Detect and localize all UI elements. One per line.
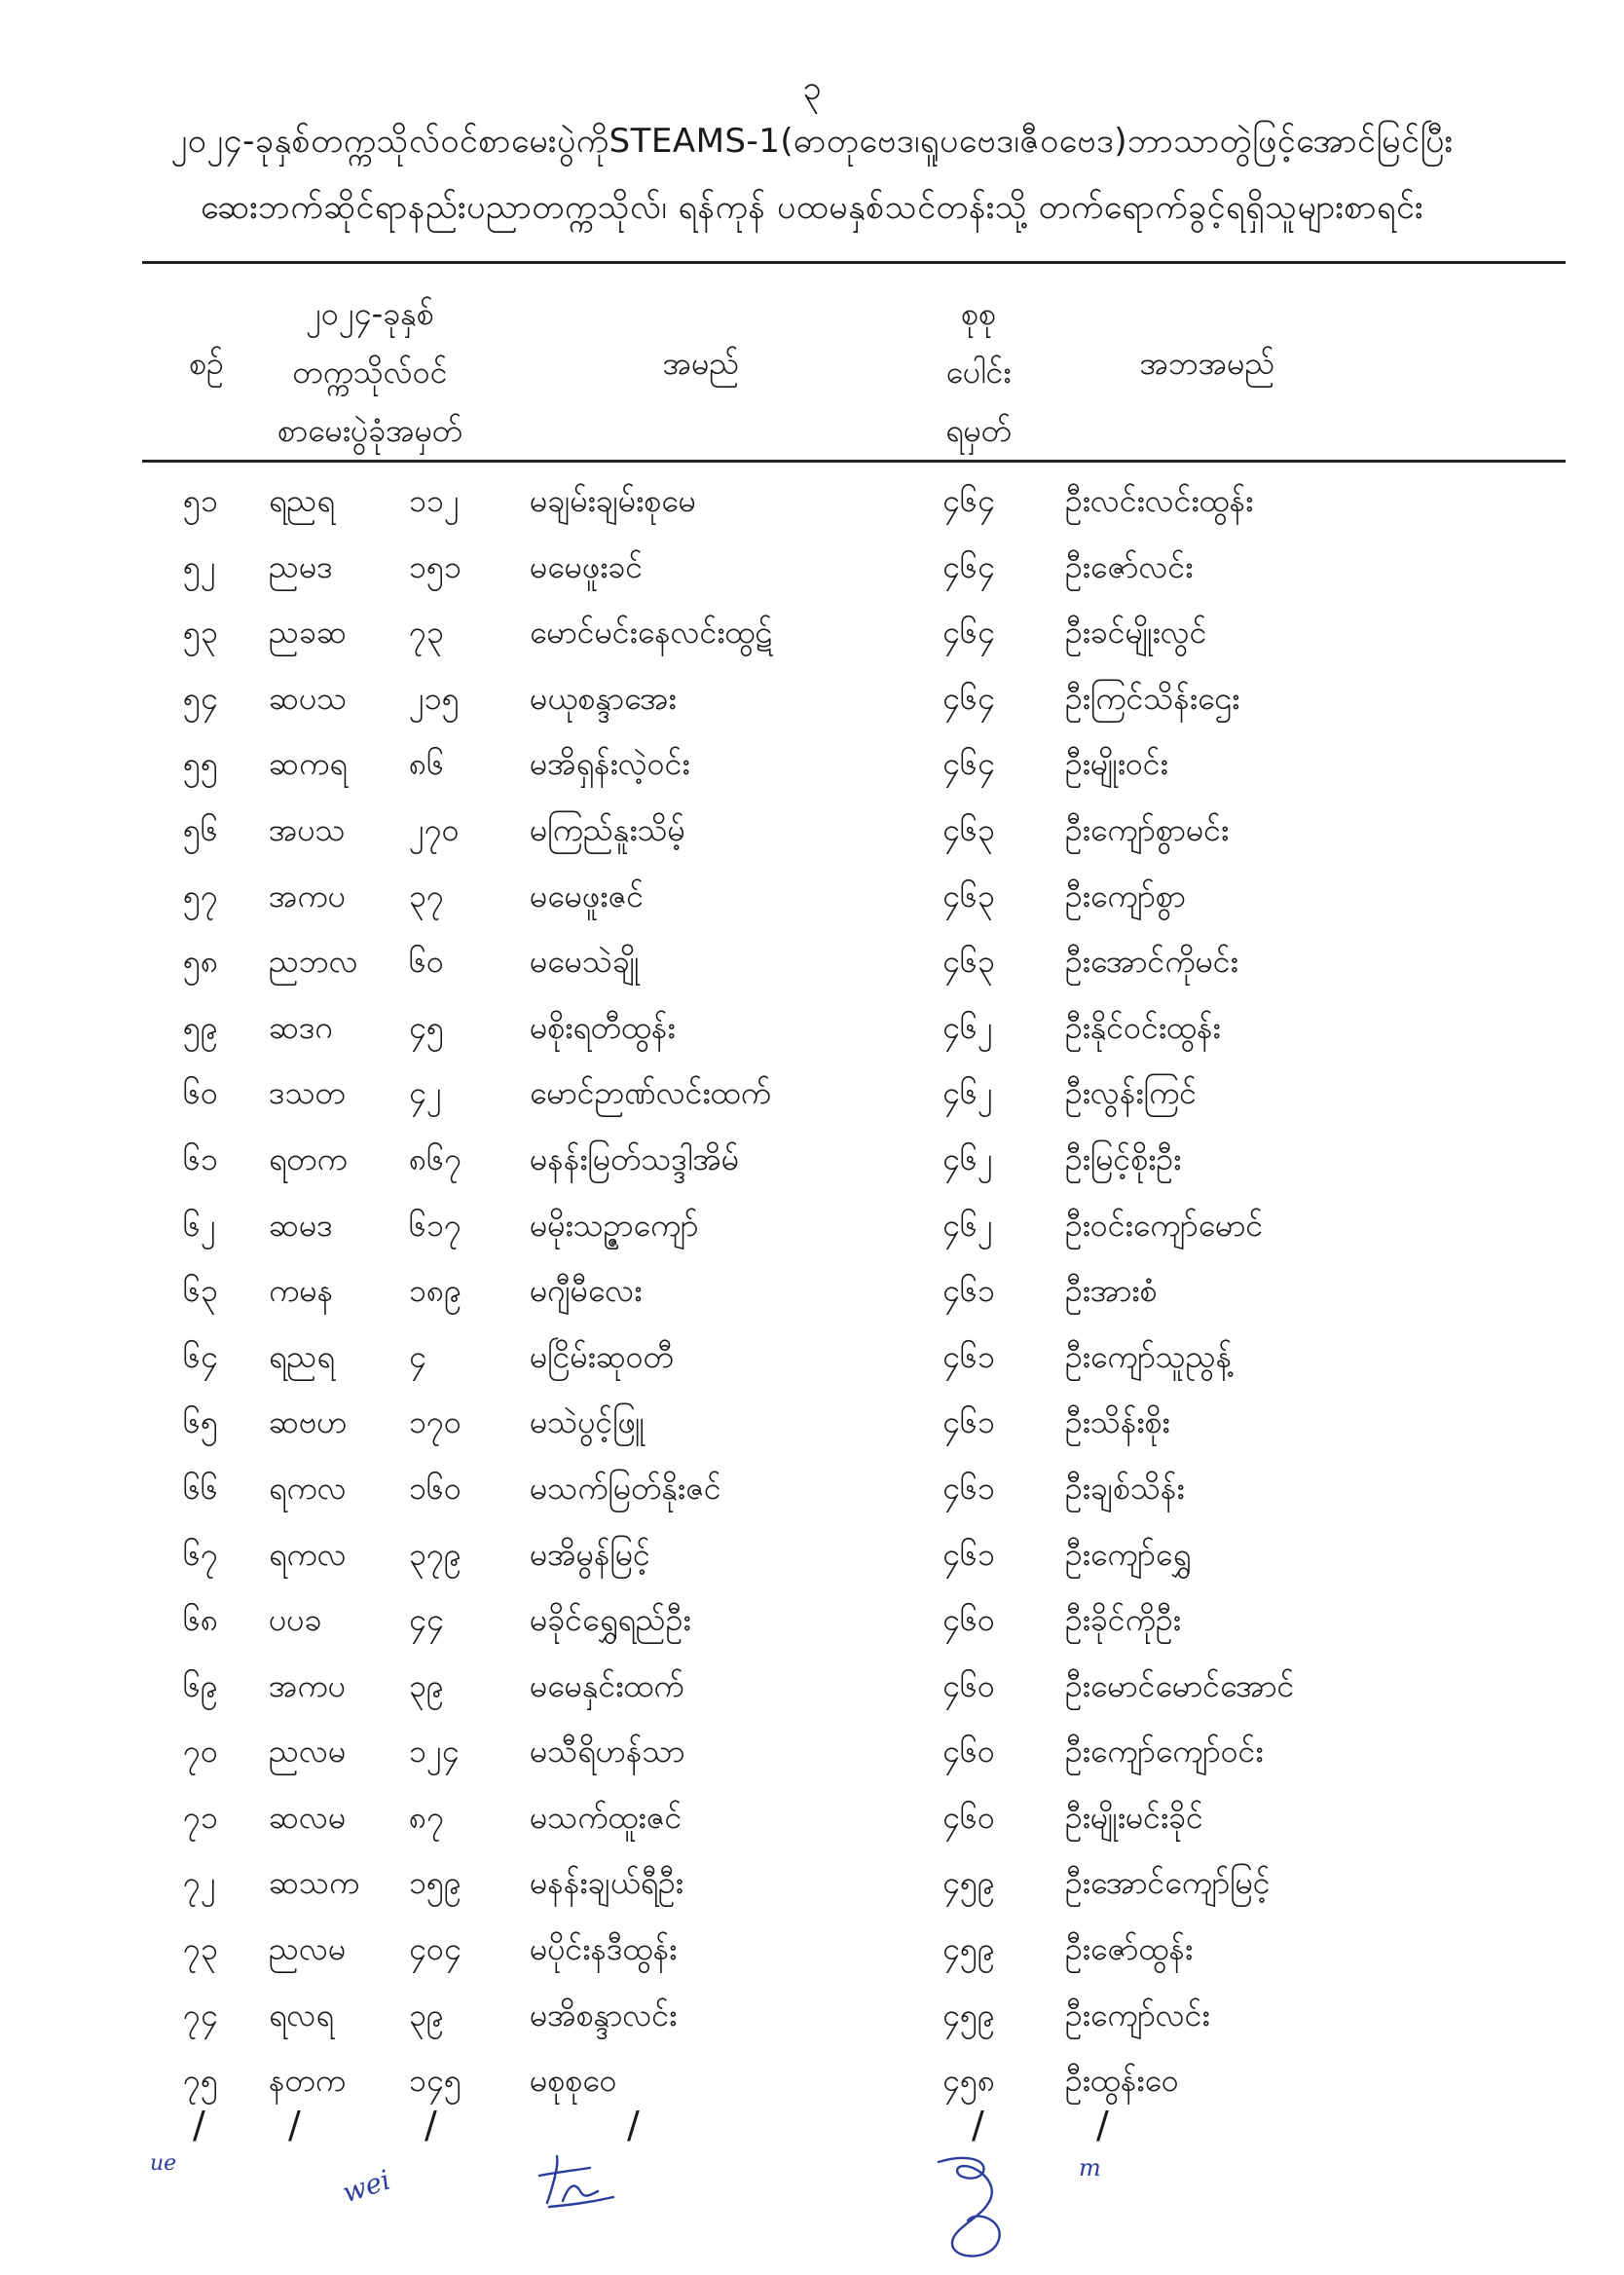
cell-roll-number: ၁၄၅ [409, 2062, 461, 2100]
cell-student-name: မငြိမ်းဆုဝတီ [530, 1337, 674, 1375]
header-exam-line-3: စာမေးပွဲခုံအမှတ် [277, 412, 462, 449]
cell-serial-no: ၆၂ [183, 1206, 216, 1244]
cell-roll-number: ၁၅၁ [409, 547, 461, 585]
cell-roll-prefix: နတက [269, 2062, 347, 2100]
cell-total-score: ၄၆၁ [942, 1535, 995, 1573]
cell-father-name: ဦးဝင်းကျော်မောင် [1065, 1206, 1264, 1244]
cell-total-score: ၄၆၄ [942, 482, 995, 519]
cell-roll-prefix: ညလမ [269, 1930, 347, 1968]
cell-roll-prefix: ညခဆ [269, 614, 347, 652]
cell-total-score: ၄၆၂ [942, 1139, 993, 1177]
cell-student-name: မနန်းမြတ်သဒ္ဒါအိမ် [530, 1139, 740, 1177]
cell-student-name: မသက်ထူးဇင် [530, 1798, 683, 1836]
table-row [0, 1263, 1624, 1329]
table-row [0, 1527, 1624, 1593]
cell-father-name: ဦးဇော်လင်း [1065, 547, 1194, 585]
cell-serial-no: ၇၄ [183, 1995, 218, 2033]
cell-serial-no: ၅၆ [183, 810, 218, 848]
cell-roll-number: ၁၅၉ [409, 1864, 461, 1902]
cell-total-score: ၄၆၃ [942, 810, 995, 848]
cell-roll-prefix: ရလရ [269, 1995, 334, 2033]
cell-father-name: ဦးကျော်လင်း [1065, 1995, 1210, 2033]
table-row [0, 802, 1624, 869]
column-tick-mark: / [1096, 2104, 1109, 2146]
cell-serial-no: ၇၀ [183, 1733, 218, 1771]
header-exam-roll-no [243, 284, 497, 460]
cell-roll-number: ၁၇၀ [409, 1403, 461, 1441]
cell-father-name: ဦးလွန်းကြင် [1065, 1074, 1197, 1112]
handwritten-initial [1075, 2146, 1163, 2195]
svg-text:ue: ue [150, 2151, 177, 2176]
cell-roll-number: ၆၁၇ [409, 1206, 461, 1244]
footer-marks [0, 2104, 1624, 2275]
table-row [0, 1395, 1624, 1461]
table-row [0, 1659, 1624, 1725]
header-total-line-3: ရမှတ် [945, 412, 1012, 449]
cell-roll-number: ၃၇ [409, 876, 444, 914]
cell-roll-number: ၃၇၉ [409, 1535, 461, 1573]
table-row [0, 1988, 1624, 2054]
cell-student-name: မသက်မြတ်နိုးဇင် [530, 1469, 721, 1507]
column-tick-mark: / [972, 2104, 984, 2146]
cell-student-name: မအိမွန်မြင့် [530, 1535, 650, 1573]
handwritten-initial [339, 2158, 417, 2217]
cell-serial-no: ၆၈ [183, 1601, 219, 1639]
cell-total-score: ၄၆၀ [942, 1798, 995, 1836]
cell-total-score: ၄၅၉ [942, 1995, 995, 2033]
cell-father-name: ဦးကျော်စွာမင်း [1065, 810, 1230, 848]
cell-father-name: ဦးလင်းလင်းထွန်း [1065, 482, 1254, 519]
cell-roll-prefix: အကပ [269, 876, 346, 914]
cell-serial-no: ၅၅ [183, 745, 218, 783]
cell-student-name: မမိုးသဥ္ဇာကျော် [530, 1206, 699, 1244]
cell-student-name: မောင်ဉာဏ်လင်းထက် [530, 1074, 771, 1112]
cell-total-score: ၄၆၂ [942, 1008, 993, 1046]
handwritten-signature [530, 2146, 627, 2215]
table-row [0, 1132, 1624, 1198]
cell-roll-prefix: ပပခ [269, 1601, 322, 1639]
cell-father-name: ဦးမျိုးဝင်း [1065, 745, 1168, 783]
cell-roll-prefix: ဆကရ [269, 745, 348, 783]
table-row [0, 1855, 1624, 1921]
header-serial-no: စဉ် [189, 345, 224, 382]
cell-student-name: မခိုင်ရွှေရည်ဦး [530, 1601, 691, 1639]
cell-student-name: မစိုးရတီထွန်း [530, 1008, 676, 1046]
cell-roll-prefix: ရတက [269, 1139, 348, 1177]
cell-roll-number: ၁၁၂ [409, 482, 460, 519]
cell-roll-number: ၃၉ [409, 1995, 444, 2033]
cell-roll-number: ၆၀ [409, 943, 444, 981]
column-tick-mark: / [288, 2104, 301, 2146]
cell-roll-number: ၄ [409, 1337, 426, 1375]
cell-roll-number: ၈၆ [409, 745, 445, 783]
table-row [0, 1592, 1624, 1659]
cell-roll-prefix: ဆမဒ [269, 1206, 333, 1244]
cell-serial-no: ၅၇ [183, 876, 218, 914]
handwritten-signature [919, 2148, 1046, 2265]
cell-roll-number: ၁၈၉ [409, 1272, 462, 1310]
cell-roll-prefix: ရကလ [269, 1469, 347, 1507]
cell-father-name: ဦးကျော်ကျော်ဝင်း [1065, 1733, 1264, 1771]
header-name: အမည် [662, 345, 740, 382]
cell-total-score: ၄၅၉ [942, 1930, 995, 1968]
cell-roll-number: ၂၁၅ [409, 679, 460, 717]
table-row [0, 473, 1624, 540]
table-row [0, 1198, 1624, 1264]
table-row [0, 869, 1624, 935]
cell-serial-no: ၅၁ [183, 482, 218, 519]
cell-student-name: မအိစန္ဒာလင်း [530, 1995, 678, 2033]
cell-student-name: မမေဖူးဇင် [530, 876, 645, 914]
cell-serial-no: ၆၁ [183, 1139, 218, 1177]
table-row [0, 605, 1624, 671]
column-tick-mark: / [193, 2104, 205, 2146]
cell-total-score: ၄၆၂ [942, 1074, 993, 1112]
cell-roll-prefix: ဒသတ [269, 1074, 346, 1112]
handwritten-initial [146, 2143, 204, 2182]
column-tick-mark: / [424, 2104, 437, 2146]
cell-total-score: ၄၆၄ [942, 547, 995, 585]
cell-father-name: ဦးအောင်ကိုမင်း [1065, 943, 1238, 981]
cell-father-name: ဦးကြင်သိန်းဌေး [1065, 679, 1240, 717]
column-tick-mark: / [627, 2104, 640, 2146]
cell-serial-no: ၆၉ [183, 1666, 218, 1704]
cell-serial-no: ၇၅ [183, 2062, 218, 2100]
cell-student-name: မသီရိဟန်သာ [530, 1733, 685, 1771]
header-total-score [925, 284, 1032, 460]
cell-serial-no: ၆၄ [183, 1337, 218, 1375]
cell-serial-no: ၇၃ [183, 1930, 218, 1968]
cell-roll-number: ၇၃ [409, 614, 444, 652]
cell-serial-no: ၅၈ [183, 943, 219, 981]
cell-roll-number: ၂၇၀ [409, 810, 460, 848]
document-title-line-1: ၂၀၂၄-ခုနှစ်တက္ကသိုလ်ဝင်စာမေးပွဲကိုSTEAMS-1(ဓာတုဗေဒ၊ရူပဗေဒ၊ဇီဝဗေဒ)ဘာသာတွဲဖြင့်အောင်မြင်ပြီး [170, 122, 1454, 161]
cell-total-score: ၄၆၃ [942, 876, 995, 914]
cell-roll-prefix: ရကလ [269, 1535, 347, 1573]
page-number: ၃ [802, 69, 822, 108]
cell-roll-prefix: ညဘလ [269, 943, 358, 981]
cell-roll-prefix: ညမဒ [269, 547, 333, 585]
table-row [0, 1790, 1624, 1856]
cell-student-name: မမေနှင်းထက် [530, 1666, 684, 1704]
cell-roll-prefix: ရညရ [269, 482, 335, 519]
cell-father-name: ဦးကျော်သူညွန့် [1065, 1337, 1233, 1375]
cell-father-name: ဦးခိုင်ကိုဦး [1065, 1601, 1181, 1639]
table-row [0, 1000, 1624, 1066]
cell-student-name: မချမ်းချမ်းစုမေ [530, 482, 696, 519]
cell-roll-number: ၄၀၄ [409, 1930, 461, 1968]
cell-roll-number: ၁၂၄ [409, 1733, 460, 1771]
cell-father-name: ဦးမျိုးမင်းခိုင် [1065, 1798, 1203, 1836]
cell-serial-no: ၅၉ [183, 1008, 218, 1046]
cell-student-name: မမေဖူးခင် [530, 547, 644, 585]
cell-serial-no: ၆၅ [183, 1403, 218, 1441]
cell-father-name: ဦးနိုင်ဝင်းထွန်း [1065, 1008, 1221, 1046]
cell-student-name: မစုစုဝေ [530, 2062, 617, 2100]
cell-serial-no: ၅၄ [183, 679, 218, 717]
cell-roll-prefix: ကမန [269, 1272, 334, 1310]
cell-student-name: မမေသဲချို [530, 943, 640, 981]
cell-roll-number: ၁၆၀ [409, 1469, 461, 1507]
cell-student-name: မပိုင်းနဒီထွန်း [530, 1930, 678, 1968]
cell-father-name: ဦးမြင့်စိုးဦး [1065, 1139, 1182, 1177]
cell-father-name: ဦးကျော်စွာ [1065, 876, 1186, 914]
table-row [0, 540, 1624, 606]
cell-total-score: ၄၆၁ [942, 1403, 995, 1441]
table-row [0, 1921, 1624, 1988]
table-header-rule [142, 460, 1566, 463]
cell-total-score: ၄၆၀ [942, 1666, 995, 1704]
table-top-rule [142, 261, 1566, 264]
header-total-line-2: ပေါင်း [945, 354, 1012, 391]
cell-serial-no: ၇၁ [183, 1798, 218, 1836]
cell-father-name: ဦးဇော်ထွန်း [1065, 1930, 1194, 1968]
cell-student-name: မဂျီမီလေး [530, 1272, 643, 1310]
cell-roll-prefix: ဆဗဟ [269, 1403, 348, 1441]
cell-student-name: မကြည်နူးသိမ့် [530, 810, 685, 848]
cell-student-name: မအိရှန်းလဲ့ဝင်း [530, 745, 690, 783]
cell-father-name: ဦးသိန်းစိုး [1065, 1403, 1170, 1441]
cell-total-score: ၄၆၂ [942, 1206, 993, 1244]
header-exam-line-2: တက္ကသိုလ်ဝင် [292, 354, 448, 391]
svg-text:wei: wei [339, 2163, 394, 2210]
table-row [0, 671, 1624, 737]
cell-roll-prefix: ဆဒဂ [269, 1008, 333, 1046]
cell-total-score: ၄၆၁ [942, 1272, 995, 1310]
cell-total-score: ၄၆၄ [942, 745, 995, 783]
cell-roll-prefix: ဆလမ [269, 1798, 347, 1836]
cell-roll-prefix: အပသ [269, 810, 346, 848]
cell-roll-number: ၃၉ [409, 1666, 444, 1704]
cell-total-score: ၄၆၁ [942, 1469, 995, 1507]
header-total-line-1: စုစု [961, 295, 996, 332]
cell-roll-prefix: ဆပသ [269, 679, 348, 717]
cell-total-score: ၄၆၃ [942, 943, 995, 981]
cell-student-name: မသဲပွင့်ဖြူ [530, 1403, 646, 1441]
table-row [0, 1065, 1624, 1132]
cell-student-name: မနန်းချယ်ရီဦး [530, 1864, 683, 1902]
cell-father-name: ဦးကျော်ရွှေ [1065, 1535, 1192, 1573]
cell-father-name: ဦးခင်မျိုးလွင် [1065, 614, 1207, 652]
cell-total-score: ၄၆၄ [942, 679, 995, 717]
cell-father-name: ဦးအောင်ကျော်မြင့် [1065, 1864, 1271, 1902]
cell-total-score: ၄၆၁ [942, 1337, 995, 1375]
cell-total-score: ၄၆၄ [942, 614, 995, 652]
table-row [0, 1724, 1624, 1790]
table-body [0, 473, 1624, 2119]
table-row [0, 736, 1624, 802]
table-row [0, 1329, 1624, 1396]
cell-total-score: ၄၅၉ [942, 1864, 995, 1902]
cell-father-name: ဦးမောင်မောင်အောင် [1065, 1666, 1295, 1704]
cell-serial-no: ၆၀ [183, 1074, 218, 1112]
cell-serial-no: ၆၃ [183, 1272, 218, 1310]
cell-serial-no: ၅၃ [183, 614, 218, 652]
header-exam-line-1: ၂၀၂၄-ခုနှစ် [306, 295, 434, 332]
cell-roll-number: ၈၆၇ [409, 1139, 462, 1177]
cell-roll-prefix: အကပ [269, 1666, 346, 1704]
table-row [0, 934, 1624, 1000]
cell-roll-number: ၈၇ [409, 1798, 445, 1836]
cell-roll-number: ၄၄ [409, 1601, 444, 1639]
cell-serial-no: ၆၆ [183, 1469, 218, 1507]
cell-roll-number: ၄၂ [409, 1074, 442, 1112]
cell-total-score: ၄၆၀ [942, 1733, 995, 1771]
header-father-name: အဘအမည် [1139, 345, 1275, 382]
cell-roll-number: ၄၅ [409, 1008, 444, 1046]
cell-serial-no: ၅၂ [183, 547, 216, 585]
cell-serial-no: ၆၇ [183, 1535, 218, 1573]
cell-father-name: ဦးထွန်းဝေ [1065, 2062, 1179, 2100]
svg-text:m: m [1079, 2154, 1101, 2182]
cell-student-name: မယုစန္ဒာအေး [530, 679, 677, 717]
cell-total-score: ၄၆၀ [942, 1601, 995, 1639]
cell-roll-prefix: ရညရ [269, 1337, 335, 1375]
cell-roll-prefix: ညလမ [269, 1733, 347, 1771]
cell-student-name: မောင်မင်းနေလင်းထွဋ် [530, 614, 773, 652]
cell-serial-no: ၇၂ [183, 1864, 216, 1902]
cell-father-name: ဦးအားစံ [1065, 1272, 1158, 1310]
table-row [0, 1461, 1624, 1527]
cell-total-score: ၄၅၈ [942, 2062, 996, 2100]
cell-roll-prefix: ဆသက [269, 1864, 360, 1902]
cell-father-name: ဦးချစ်သိန်း [1065, 1469, 1185, 1507]
document-title-line-2: ဆေးဘက်ဆိုင်ရာနည်းပညာတက္ကသိုလ်၊ ရန်ကုန် ပထမနှစ်သင်တန်းသို့ တက်ရောက်ခွင့်ရရှိသူများစာရင်း [201, 188, 1423, 227]
